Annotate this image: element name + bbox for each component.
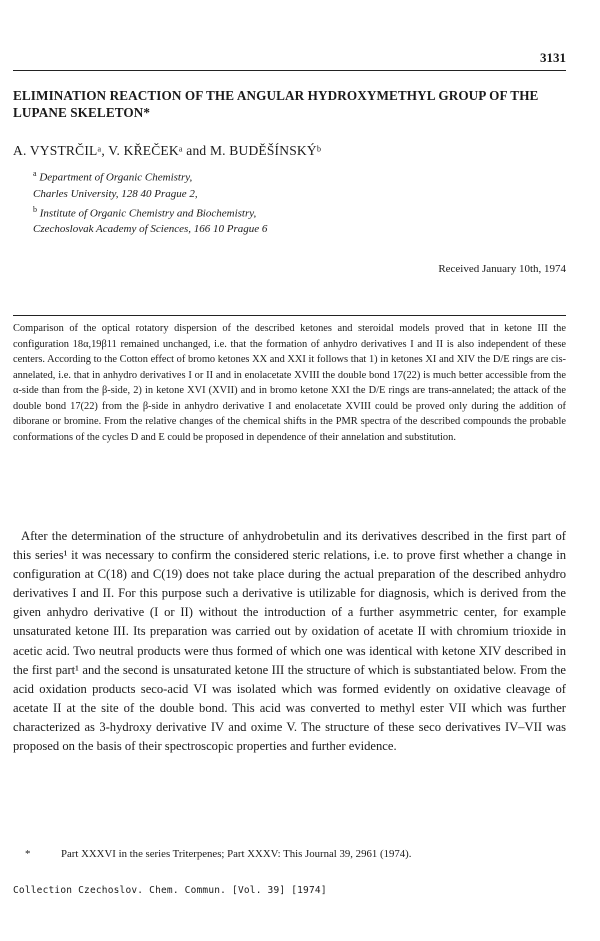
affiliations: [33, 166, 493, 237]
footnote-mark: *: [25, 848, 31, 860]
header-rule: [13, 70, 566, 71]
affiliation-a-mark: a: [33, 169, 37, 178]
received-date: Received January 10th, 1974: [438, 263, 566, 275]
abstract-rule: [13, 315, 566, 316]
footnote-text: Part XXXVI in the series Triterpenes; Part XXXV: This Journal 39, 2961 (1974).: [61, 848, 412, 860]
affiliation-a-line2: Charles University, 128 40 Prague 2,: [33, 187, 198, 200]
footnote: [25, 848, 555, 860]
affiliation-a-line1: Department of Organic Chemistry,: [39, 171, 193, 184]
page-number: 3131: [540, 50, 566, 65]
affiliation-b: [33, 202, 493, 222]
affiliation-b-line2: Czechoslovak Academy of Sciences, 166 10 Prague 6: [33, 223, 268, 236]
affiliation-b-mark: b: [33, 204, 37, 214]
abstract: Comparison of the optical rotatory dispersion of the described ketones and steroidal models proved that in ketone III the configuration 18α,19β11 remained unchanged, i.e. that the formation of anhydro derivatives I and II is also independent of these centers. According to the Cotton effect of bromo ketones XX and XXI it follows that 1) in ketones XI and XIV the D/E rings are cis-annelated, i.e. that in anhydro derivatives I or II and in enolacetate XVIII the double bond 17(22) is much better accessible from the α-side than from the β-side, 2) in ketone XVI (XVII) and in bromo ketone XXI the D/E rings are trans-annelated; the attack of the double bond 17(22) from the β-side in anhydro derivative I and enolacetate XVIII could be proved only during the addition of diborane or bromine. From the relative changes of the chemical shifts in the PMR spectra of the described compounds the probable conformations of the cycles D and E could be proposed in dependence of their annelation and substitution.: [13, 323, 566, 443]
journal-footer: Collection Czechoslov. Chem. Commun. [Vol. 39] [1974]: [13, 885, 327, 896]
author-list: A. VYSTRČILᵃ, V. KŘEČEKᵃ and M. BUDĚŠÍNSKÝᵇ: [13, 143, 322, 158]
affiliation-b-line1: Institute of Organic Chemistry and Biochemistry,: [39, 207, 257, 220]
affiliation-a: [33, 166, 493, 186]
body-paragraph: After the determination of the structure of anhydrobetulin and its derivatives described in the first part of this series¹ it was necessary to confirm the considered steric relations, i.e. to prove first whether a change in configuration at C(18) and C(19) does not take place during the actual preparation of the described anhydro derivatives I and II. For this purpose such a derivative is utilizable for diagnosis, which is derived from the given anhydro derivative (I or II) without the introduction of a further asymmetric center, for example unsaturated ketone III. Its preparation was carried out by oxidation of acetate II with chromium trioxide in acetic acid. Two neutral products were thus formed of which one was identical with ketone XIV described in the first part¹ and the second is unsaturated ketone III the structure of which is substantiated below. From the acid oxidation products seco-acid VI was isolated which was formed evidently on oxidative cleavage of acetate II at the site of the double bond. This acid was converted to methyl ester VII which was further characterized as 3-hydroxy derivative IV and oxime V. The structure of these seco derivatives IV–VII was proposed on the basis of their spectroscopic properties and further evidence.: [13, 529, 566, 754]
body-text: [13, 527, 566, 756]
article-title: ELIMINATION REACTION OF THE ANGULAR HYDROXYMETHYL GROUP OF THE LUPANE SKELETON*: [13, 88, 539, 120]
